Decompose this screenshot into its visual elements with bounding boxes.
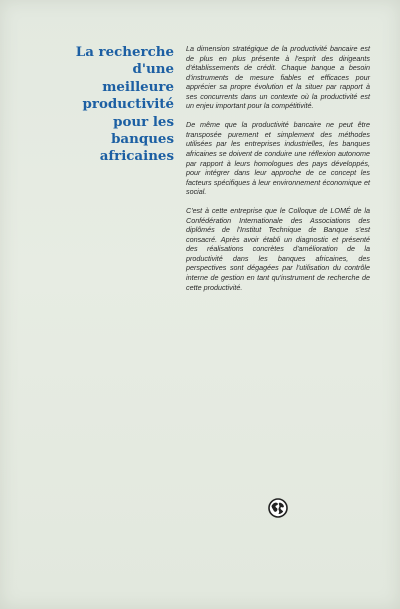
blurb-paragraph-2: De même que la productivité bancaire ne peut être transposée purement et simplement des méthodes utilisées par les entreprises industrielles, les banques africaines se doivent de conduire une réflexion autonome par rapport à leurs homologues des pays développés, pour intégrer dans leur approche de ce concept les facteurs spécifiques à leur environnement économique et social.: [186, 120, 370, 197]
globe-logo-icon: [268, 498, 288, 518]
blurb-text: [186, 44, 370, 292]
cover-title: La recherche d'une meilleure productivité pour les banques africaines: [75, 44, 174, 165]
blurb-paragraph-1: La dimension stratégique de la productivité bancaire est de plus en plus présente à l'esprit des dirigeants d'établissements de crédit. Chaque banque a besoin d'instruments de mesure fiables et efficaces pour apprécier sa propre évolution et la situer par rapport à ses concurrents dans un contexte où la productivité est un enjeu important pour la compétitivité.: [186, 44, 370, 111]
blurb-paragraph-3: C'est à cette entreprise que le Colloque de LOMÉ de la Confédération Internationale des Associations des diplômés de l'Institut Technique de Banque s'est consacré. Après avoir établi un diagnostic et présenté des réalisations concrètes d'amélioration de la productivité dans les banques africaines, des perspectives sont dégagées par l'utilisation du contrôle interne de gestion en tant qu'instrument de recherche de cette productivité.: [186, 206, 370, 292]
